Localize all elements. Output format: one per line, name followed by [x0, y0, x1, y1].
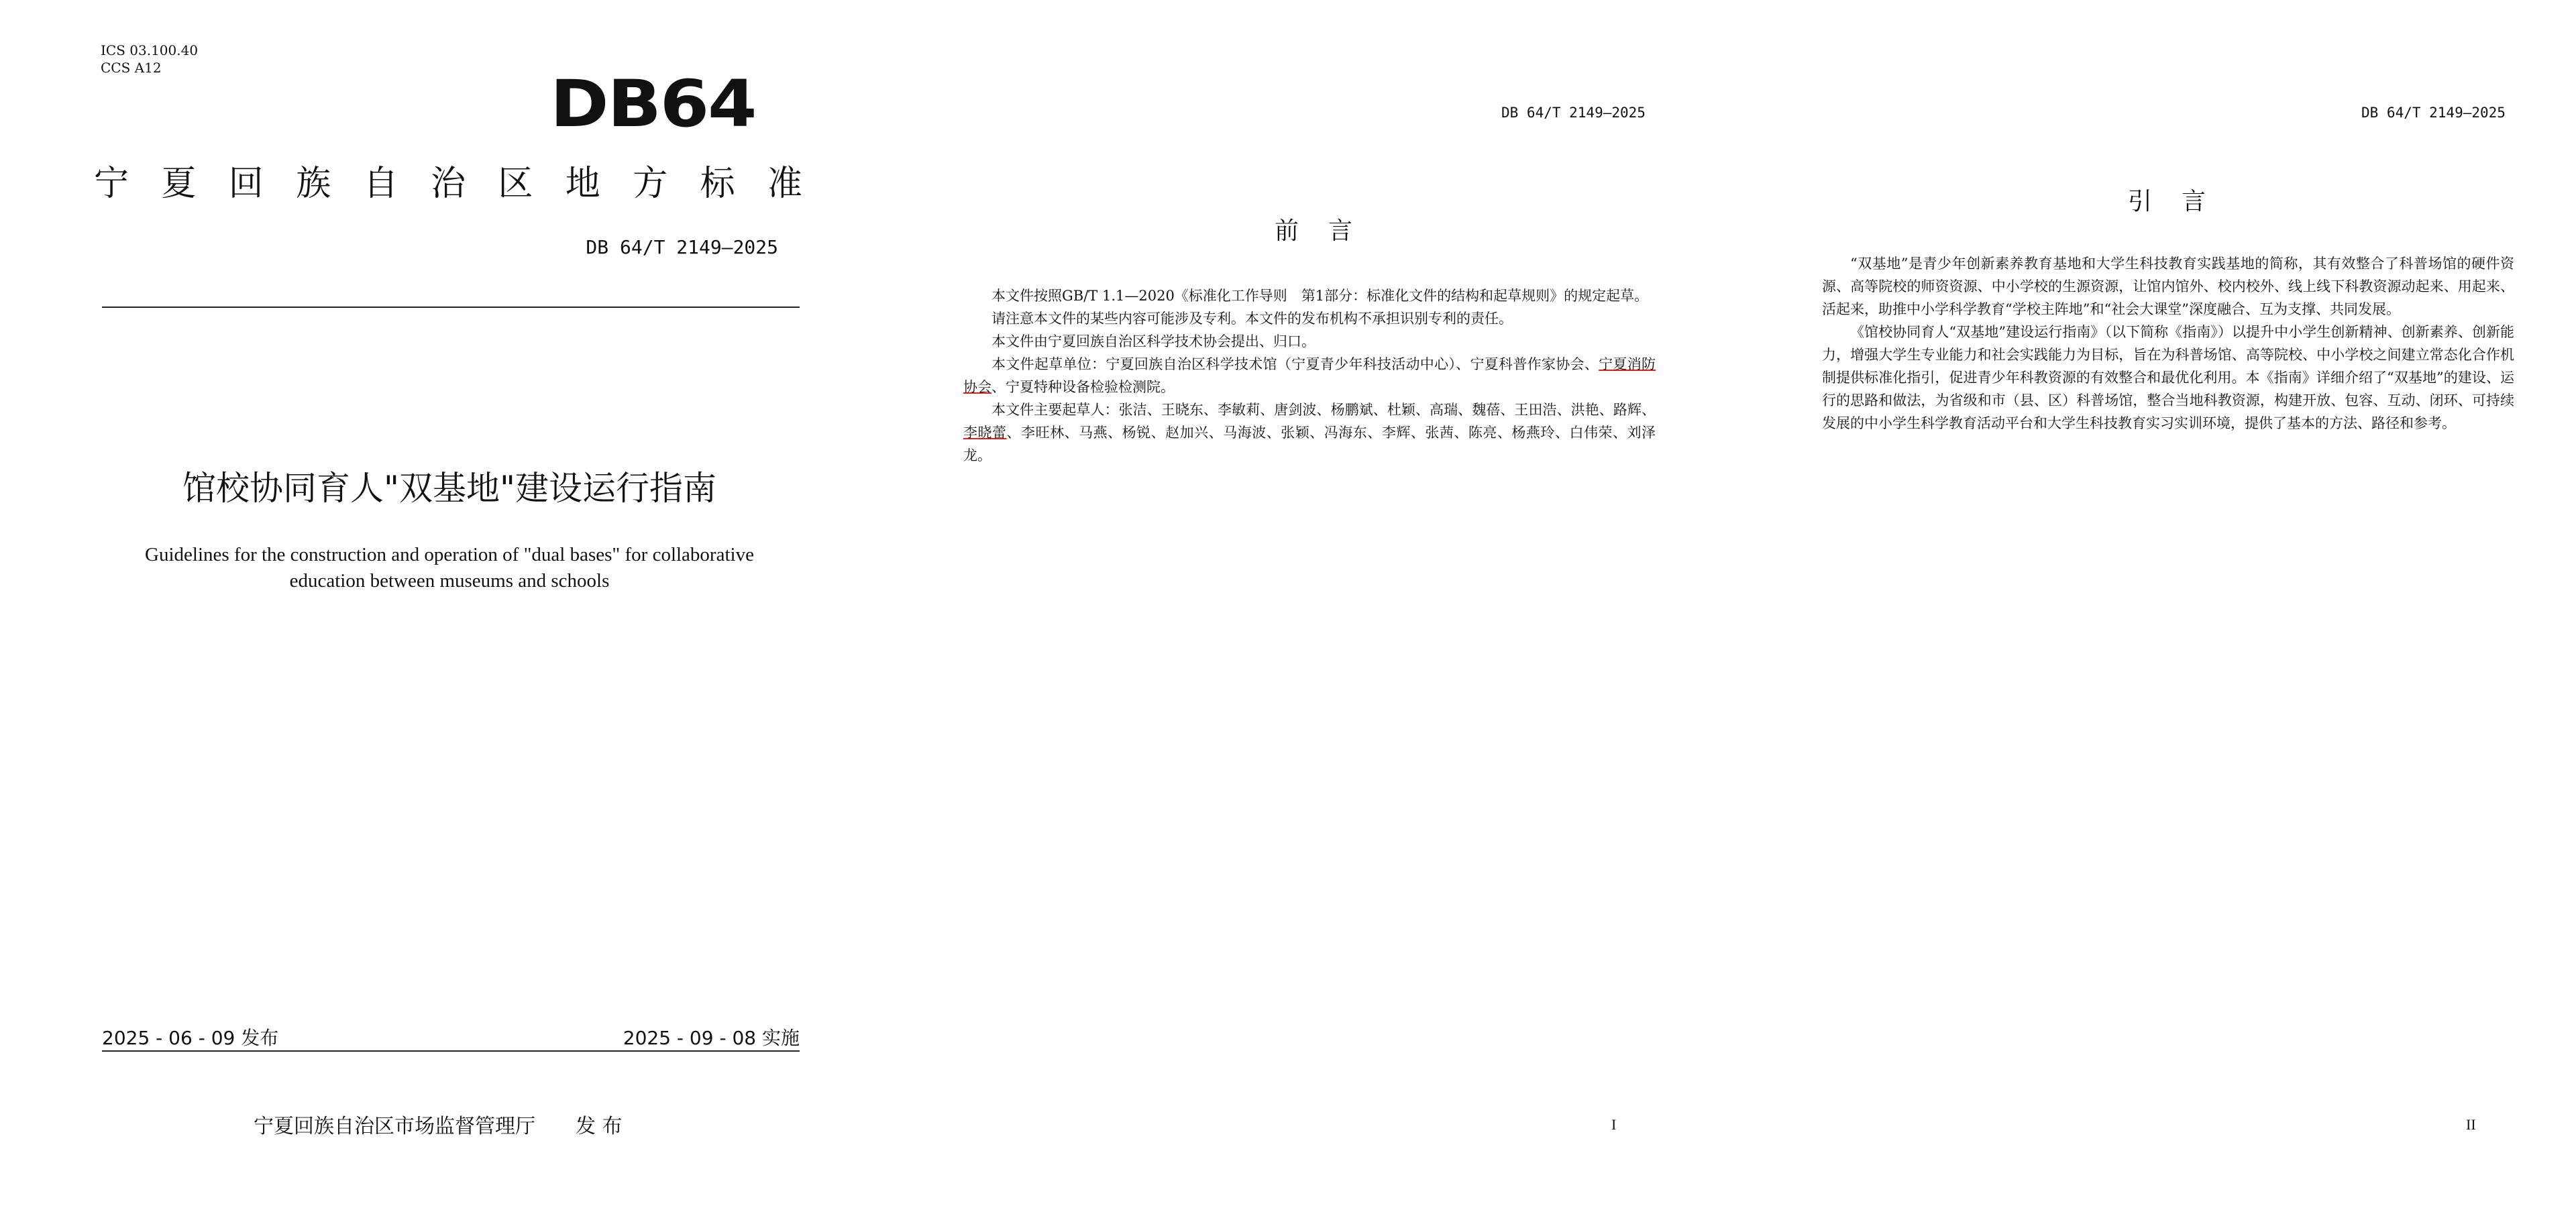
page-number: I	[1611, 1116, 1617, 1133]
foreword-paragraph: 本文件主要起草人：张洁、王晓东、李敏莉、唐剑波、杨鹏斌、杜颖、高瑞、魏蓓、王田浩、洪艳、路辉、李晓蕾、李旺林、马燕、杨锐、赵加兴、马海波、张颖、冯海东、李辉、张茜、陈亮、杨燕玲、白伟荣、刘泽龙。	[963, 402, 1656, 463]
foreword-paragraph: 本文件起草单位：宁夏回族自治区科学技术馆（宁夏青少年科技活动中心）、宁夏科普作家协会、宁夏消防协会、宁夏特种设备检验检测院。	[963, 356, 1656, 395]
underlined-name: 李晓蕾	[963, 425, 1007, 441]
issuer-name: 宁夏回族自治区市场监督管理厅	[254, 1115, 535, 1138]
underlined-org: 宁夏消防协会	[963, 356, 1656, 395]
page-header-code: DB 64/T 2149—2025	[1501, 105, 1646, 121]
page-number: II	[2466, 1116, 2476, 1133]
page-header-code: DB 64/T 2149—2025	[2361, 105, 2506, 121]
foreword-body	[963, 284, 1656, 467]
foreword-paragraph: 本文件按照GB/T 1.1—2020《标准化工作导则 第1部分：标准化文件的结构和起草规则》的规定起草。	[991, 288, 1649, 304]
foreword-title: 前言	[1275, 217, 1383, 245]
document-title-en: Guidelines for the construction and operation of "dual bases" for collaborative education between museums and schools	[145, 544, 754, 592]
issuer-line	[254, 1109, 623, 1139]
cover-page	[0, 0, 859, 1214]
bottom-divider	[102, 1050, 800, 1052]
foreword-page	[859, 0, 1717, 1214]
foreword-paragraph: 请注意本文件的某些内容可能涉及专利。本文件的发布机构不承担识别专利的责任。	[991, 311, 1513, 327]
ics-code: ICS 03.100.40	[101, 42, 199, 58]
classification-codes	[101, 42, 198, 76]
foreword-paragraph: 本文件由宁夏回族自治区科学技术协会提出、归口。	[991, 333, 1316, 349]
issue-date: 2025 - 06 - 09 发布	[102, 1027, 279, 1049]
introduction-paragraph: 《馆校协同育人“双基地”建设运行指南》（以下简称《指南》）以提升中小学生创新精神、创新素养、创新能力，增强大学生专业能力和社会实践能力为目标，旨在为科普场馆、高等院校、中小学校之间建立常态化合作机制提供标准化指引，促进青少年科教资源的有效整合和最优化利用。本《指南》详细介绍了“双基地”的建设、运行的思路和做法，为省级和市（县、区）科普场馆，整合当地科教资源，构建开放、包容、互动、闭环、可持续发展的中小学生科学教育活动平台和大学生科技教育实习实训环境，提供了基本的方法、路径和参考。	[1822, 324, 2514, 431]
ccs-code: CCS A12	[101, 60, 162, 76]
introduction-body	[1822, 252, 2514, 435]
document-title-cn: 馆校协同育人"双基地"建设运行指南	[182, 469, 716, 508]
issue-word: 发 布	[576, 1115, 623, 1138]
standard-type-heading: 宁夏回族自治区地方标准	[94, 164, 805, 204]
effective-date: 2025 - 09 - 08 实施	[623, 1027, 800, 1049]
introduction-page	[1717, 0, 2576, 1214]
introduction-paragraph: “双基地”是青少年创新素养教育基地和大学生科技教育实践基地的简称，其有效整合了科普场馆的硬件资源、高等院校的师资资源、中小学校的生源资源，让馆内馆外、校内校外、线上线下科教资源动起来、用起来、活起来，助推中小学科学教育“学校主阵地”和“社会大课堂”深度融合、互为支撑、共同发展。	[1822, 256, 2514, 317]
introduction-title: 引言	[2128, 188, 2236, 215]
standard-code: DB 64/T 2149—2025	[586, 236, 778, 258]
top-divider	[102, 307, 800, 308]
db64-logo: DB64	[550, 66, 756, 142]
